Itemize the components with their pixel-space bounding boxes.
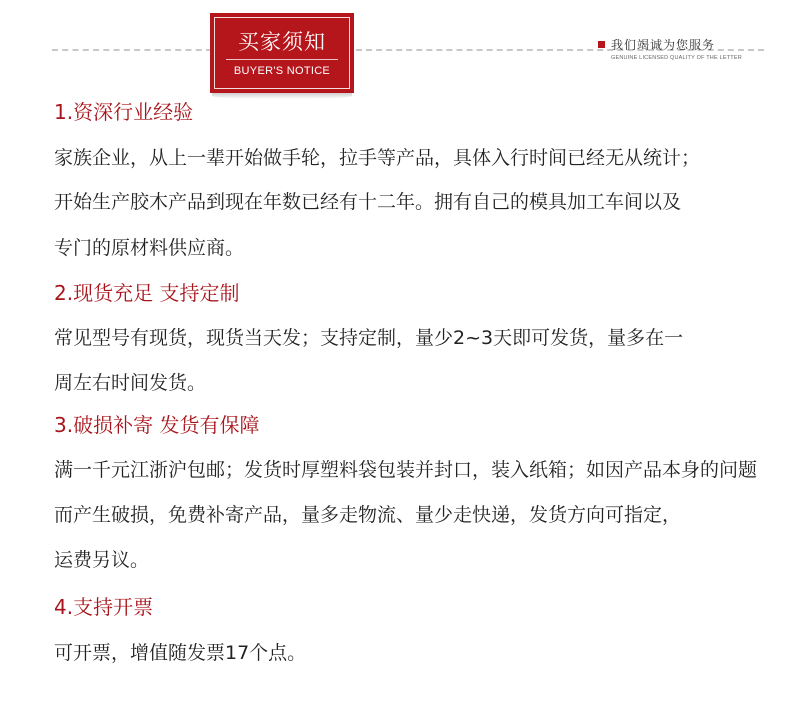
section-1-line-2: 开始生产胶木产品到现在年数已经有十二年。拥有自己的模具加工车间以及 (54, 191, 682, 213)
section-2-line-1: 常见型号有现货，现货当天发；支持定制，量少2~3天即可发货，量多在一 (54, 327, 684, 349)
badge-title: 买家须知 (238, 30, 326, 54)
buyers-notice-badge (210, 13, 354, 93)
section-3-line-1: 满一千元江浙沪包邮；发货时厚塑料袋包装并封口，装入纸箱；如因产品本身的问题 (54, 459, 758, 481)
section-4-heading: 4.支持开票 (54, 595, 154, 619)
red-square-icon (598, 41, 605, 48)
section-1-line-1: 家族企业，从上一辈开始做手轮，拉手等产品，具体入行时间已经无从统计； (54, 147, 701, 169)
tagline-sub: GENUINE LICENSED QUALITY OF THE LETTER (611, 55, 742, 61)
section-4-line-1: 可开票，增值随发票17个点。 (54, 642, 307, 664)
section-3-line-3: 运费另议。 (54, 549, 150, 571)
section-2-line-2: 周左右时间发货。 (54, 372, 207, 394)
section-1-heading: 1.资深行业经验 (54, 100, 194, 124)
section-2-heading: 2.现货充足 支持定制 (54, 281, 240, 305)
section-3-line-2: 而产生破损，免费补寄产品，量多走物流、量少走快递，发货方向可指定， (54, 504, 682, 526)
section-3-heading: 3.破损补寄 发货有保障 (54, 413, 260, 437)
tagline-main: 我们竭诚为您服务 (611, 38, 716, 52)
section-1-line-3: 专门的原材料供应商。 (54, 237, 245, 259)
header-divider-left (52, 49, 212, 51)
badge-rule (226, 59, 338, 60)
badge-frame (214, 17, 350, 89)
badge-subtitle: BUYER'S NOTICE (233, 65, 331, 77)
